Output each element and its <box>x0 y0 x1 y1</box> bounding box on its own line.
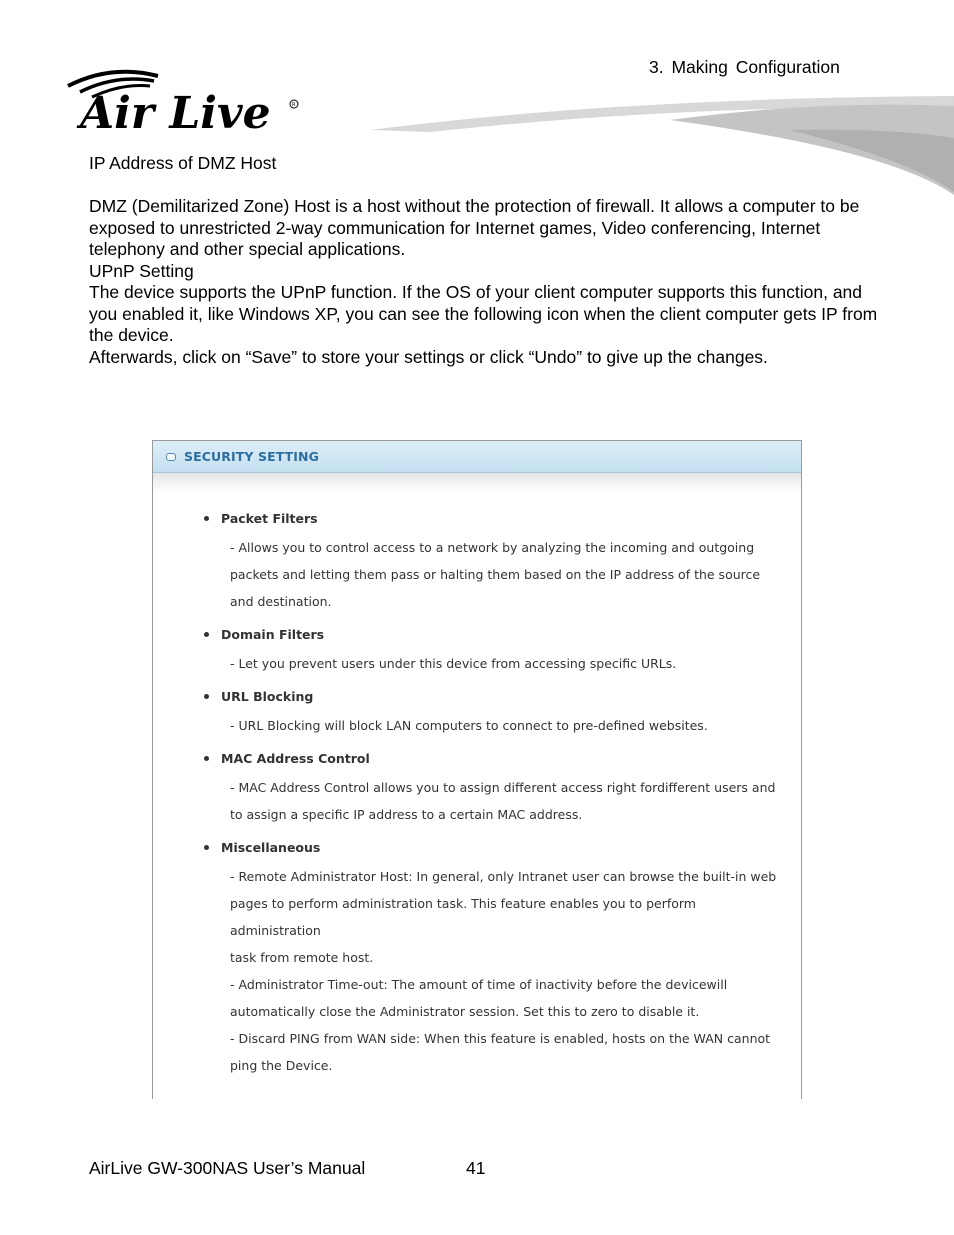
desc-line: - Remote Administrator Host: In general, only Intranet user can browse the built-in web <box>230 869 777 884</box>
airlive-logo <box>66 66 306 136</box>
desc-line: - Let you prevent users under this device from accessing specific URLs. <box>230 656 677 671</box>
svg-text:Air Live: Air Live <box>80 88 271 136</box>
desc-line: and destination. <box>230 594 332 609</box>
upnp-description: The device supports the UPnP function. If the OS of your client computer supports this function, and you enabled it, like Windows XP, you can see the following icon when the client computer gets IP from the device. <box>89 282 878 345</box>
item-description <box>153 863 801 1079</box>
panel-shade <box>153 473 801 493</box>
footer-manual-title: AirLive GW-300NAS User’s Manual <box>89 1158 366 1178</box>
chapter-heading: 3. Making Configuration <box>649 57 840 77</box>
desc-line: - URL Blocking will block LAN computers to connect to pre-defined websites. <box>230 718 708 733</box>
desc-line: ping the Device. <box>230 1058 333 1073</box>
body-text <box>89 153 879 368</box>
item-title: Packet Filters <box>221 511 318 526</box>
bullet-icon <box>204 632 209 637</box>
list-item-url-blocking <box>153 685 801 739</box>
bullet-icon <box>204 516 209 521</box>
section-icon <box>166 453 176 461</box>
bullet-icon <box>204 845 209 850</box>
list-item-packet-filters <box>153 507 801 615</box>
list-item-mac-address-control <box>153 747 801 828</box>
panel-header <box>153 441 801 473</box>
desc-line: - Allows you to control access to a network by analyzing the incoming and outgoing <box>230 540 755 555</box>
desc-line: to assign a specific IP address to a certain MAC address. <box>230 807 583 822</box>
item-title: Miscellaneous <box>221 840 321 855</box>
save-undo-note: Afterwards, click on “Save” to store your settings or click “Undo” to give up the changes. <box>89 346 768 367</box>
security-setting-screenshot <box>152 440 802 1099</box>
item-description <box>153 650 801 677</box>
feature-list <box>153 507 801 1087</box>
item-title: Domain Filters <box>221 627 325 642</box>
desc-line: task from remote host. <box>230 950 374 965</box>
item-title: URL Blocking <box>221 689 314 704</box>
dmz-description: DMZ (Demilitarized Zone) Host is a host without the protection of firewall. It allows a computer to be exposed to unrestricted 2-way communication for Internet games, Video conferencing, Internet telephony and other special applications. <box>89 196 860 259</box>
item-title: MAC Address Control <box>221 751 370 766</box>
list-item-miscellaneous <box>153 836 801 1079</box>
desc-line: - Discard PING from WAN side: When this feature is enabled, hosts on the WAN cannot <box>230 1031 771 1046</box>
dmz-heading: IP Address of DMZ Host <box>89 153 277 173</box>
item-description <box>153 712 801 739</box>
item-description <box>153 534 801 615</box>
bullet-icon <box>204 756 209 761</box>
panel-title: SECURITY SETTING <box>184 449 319 464</box>
desc-line: automatically close the Administrator session. Set this to zero to disable it. <box>230 1004 700 1019</box>
list-item-domain-filters <box>153 623 801 677</box>
desc-line: - MAC Address Control allows you to assign different access right fordifferent users and <box>230 780 776 795</box>
item-description <box>153 774 801 828</box>
desc-line: pages to perform administration task. This feature enables you to perform administration <box>230 896 696 938</box>
upnp-heading: UPnP Setting <box>89 260 194 281</box>
page-number: 41 <box>466 1158 486 1178</box>
desc-line: packets and letting them pass or halting them based on the IP address of the source <box>230 567 761 582</box>
desc-line: - Administrator Time-out: The amount of time of inactivity before the devicewill <box>230 977 728 992</box>
svg-text:R: R <box>292 102 296 108</box>
bullet-icon <box>204 694 209 699</box>
